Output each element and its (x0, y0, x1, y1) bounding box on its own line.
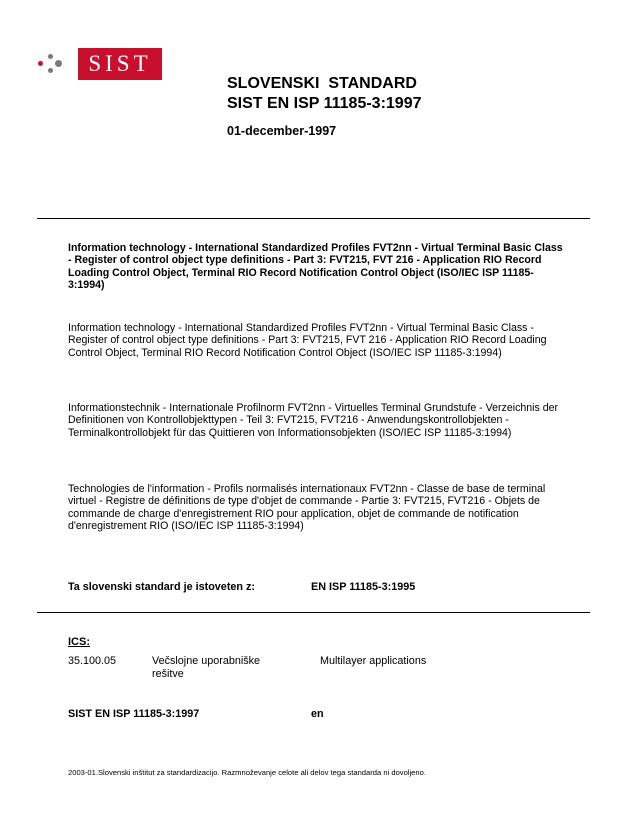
standard-id: SIST EN ISP 11185-3:1997 (68, 708, 200, 720)
ics-code: 35.100.05 (68, 655, 117, 667)
ics-description-en: Multilayer applications (320, 655, 427, 667)
document-header (227, 74, 422, 114)
title-german: Informationstechnik - Internationale Profilnorm FVT2nn - Virtuelles Terminal Grundstufe - Verzeichnis der Definitionen von Kontrollobjekttypen - Teil 3: FVT215, FVT216 - Anwendungskontrollobjekten - Terminalkontrollobjekt für das Quittieren von Informationsobjekten (ISO/IEC ISP 11185-3:1994) (68, 402, 559, 439)
equivalence-label: Ta slovenski standard je istoveten z: (68, 581, 256, 593)
sist-logo (38, 46, 164, 82)
ics-description-sl: Večslojne uporabniške rešitve (152, 655, 261, 680)
logo-dot (38, 61, 43, 66)
standard-number: SIST EN ISP 11185-3:1997 (227, 95, 422, 112)
logo-wordmark: SIST (78, 48, 162, 80)
logo-dot (48, 54, 53, 59)
ics-label: ICS: (68, 636, 90, 648)
publication-date: 01-december-1997 (227, 124, 337, 138)
copyright-footer: 2003-01.Slovenski inštitut za standardizacijo. Razmnoževanje celote ali delov tega standarda ni dovoljeno. (68, 768, 426, 777)
title-french: Technologies de l'information - Profils normalisés internationaux FVT2nn - Classe de base de terminal virtuel - Registre de définitions de type d'objet de commande - Partie 3: FVT215, FVT216 - Objets de commande de charge d'enregistrement RIO pour application, objet de commande de notification d'enregistrement RIO (ISO/IEC ISP 11185-3:1994) (68, 483, 546, 533)
bottom-divider (37, 612, 590, 613)
standard-type: SLOVENSKI STANDARD (227, 75, 417, 92)
title-english: Information technology - International Standardized Profiles FVT2nn - Virtual Terminal Basic Class - Register of control object type definitions - Part 3: FVT215, FVT 216 - Application RIO Record Loading Control Object, Terminal RIO Record Notification Control Object (ISO/IEC ISP 11185-3:1994) (68, 322, 547, 359)
title-english-bold: Information technology - International Standardized Profiles FVT2nn - Virtual Terminal Basic Class - Register of control object type definitions - Part 3: FVT215, FVT 216 - Application RIO Record Loading Control Object, Terminal RIO Record Notification Control Object (ISO/IEC ISP 11185-3:1994) (68, 242, 563, 292)
logo-dots (38, 54, 66, 74)
logo-dot (48, 68, 53, 73)
logo-dot (55, 60, 62, 67)
equivalence-value: EN ISP 11185-3:1995 (311, 581, 416, 593)
top-divider (37, 218, 590, 219)
standard-language: en (311, 708, 324, 720)
